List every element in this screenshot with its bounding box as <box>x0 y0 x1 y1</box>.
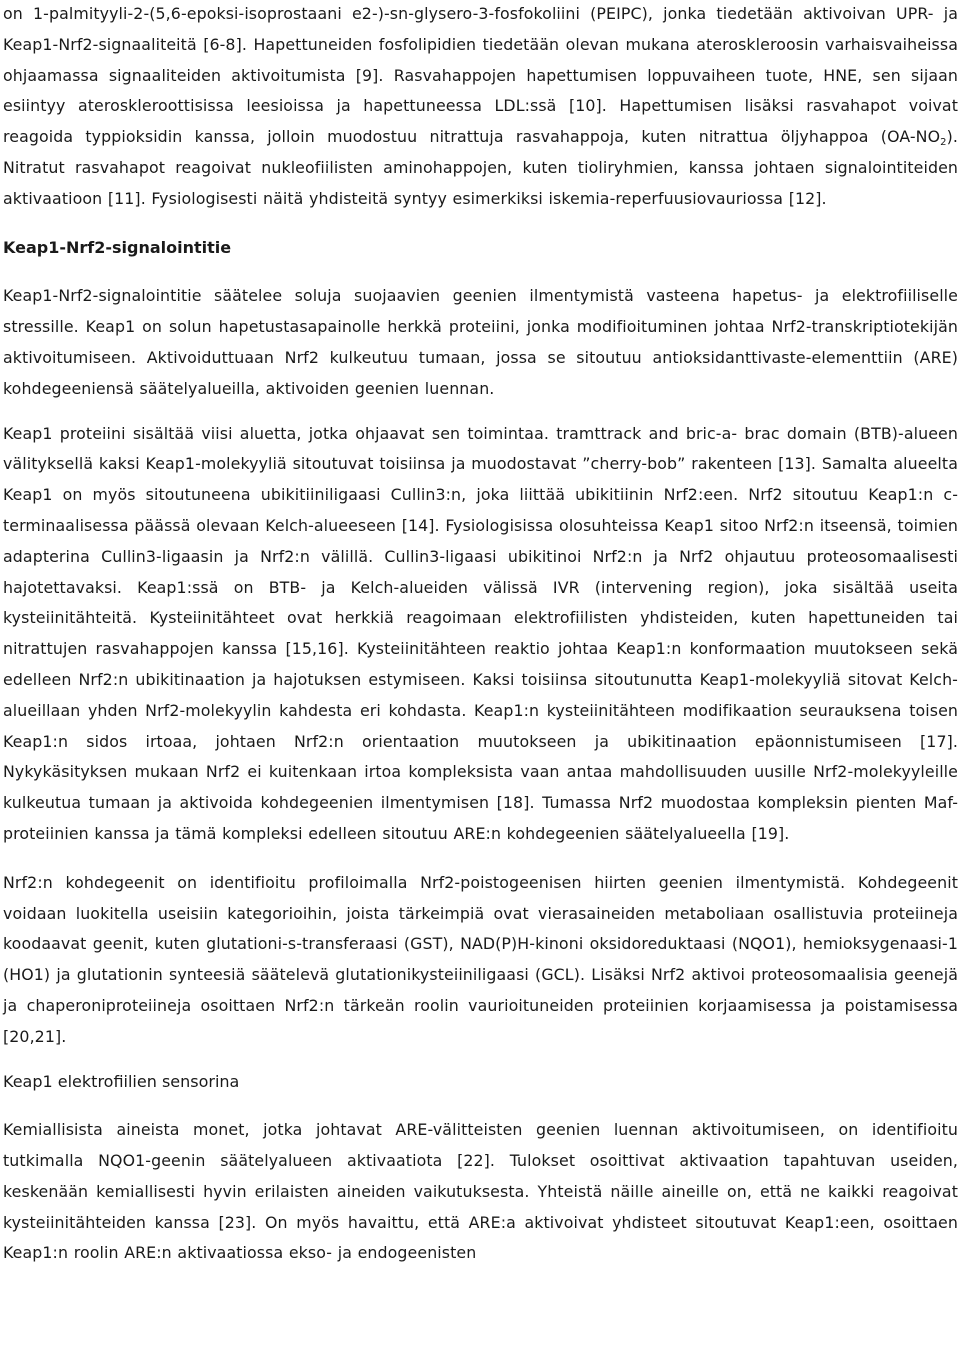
paragraph-intro-text: on 1-palmityyli-2-(5,6-epoksi-isoprostaani e2-)-sn-glysero-3-fosfokoliini (PEIPC), jonka tiedetään aktivoivan UPR- ja Keap1-Nrf2-signaaliteitä [6-8]. Hapettuneiden fosfolipidien tiedetään olevan mukana ateroskleroosin varhaisvaiheissa ohjaamassa signaaliteiden aktivoitumista [9]. Rasvahappojen hapettumisen loppuvaiheen tuote, HNE, sen sijaan esiintyy ateroskleroottisissa leesioissa ja hapettuneessa LDL:ssä [10]. Hapettumisen lisäksi rasvahapot voivat reagoida typpioksidin kanssa, jolloin muodostuu nitrattuja rasvahappoja, kuten nitrattua öljyhappoa (OA-NO <box>3 4 958 147</box>
subscript-two: 2 <box>940 137 947 149</box>
paragraph-intro <box>3 0 958 215</box>
document-page <box>3 0 958 1269</box>
paragraph-nrf2-target-genes: Nrf2:n kohdegeenit on identifioitu profiloimalla Nrf2-poistogeenisen hiirten geenien ilmentymistä. Kohdegeenit voidaan luokitella useisiin kategorioihin, joista tärkeimpiä ovat vierasaineiden metaboliaan osallistuvia proteiineja koodaavat geenit, kuten glutationi-s-transferaasi (GST), NAD(P)H-kinoni oksidoreduktaasi (NQO1), hemioksygenaasi-1 (HO1) ja glutationin synteesiä säätelevä glutationikysteiiniligaasi (GCL). Lisäksi Nrf2 aktivoi proteosomaalisia geenejä ja chaperoniproteiineja osoittaen Nrf2:n tärkeän roolin vaurioituneiden proteiinien korjaamisessa ja poistamisessa [20,21]. <box>3 872 958 1046</box>
section-heading-keap1-sensor: Keap1 elektrofiilien sensorina <box>3 1071 240 1091</box>
paragraph-intro-end: ). Nitratut rasvahapot reagoivat nukleofiilisten aminohappojen, kuten tioliryhmien, kanssa johtaen signalointiteiden aktivaatioon [11]. Fysiologisesti näitä yhdisteitä syntyy esimerkiksi iskemia-reperfuusiovauriossa [12]. <box>3 127 958 208</box>
paragraph-are-activation: Kemiallisista aineista monet, jotka johtavat ARE-välitteisten geenien luennan aktivoitumiseen, on identifioitu tutkimalla NQO1-geenin säätelyalueen aktivaatiota [22]. Tulokset osoittivat aktivaation tapahtuvan useiden, keskenään kemiallisesti hyvin erilaisten aineiden vaikutuksesta. Yhteistä näille aineille on, että ne kaikki reagoivat kysteiinitähteiden kanssa [23]. On myös havaittu, että ARE:a aktivoivat yhdisteet sitoutuvat Keap1:een, osoittaen Keap1:n roolin ARE:n aktivaatiossa ekso- ja endogeenisten <box>3 1120 958 1263</box>
section-heading-keap1-nrf2: Keap1-Nrf2-signalointitie <box>3 237 232 257</box>
paragraph-keap1-domains: Keap1 proteiini sisältää viisi aluetta, jotka ohjaavat sen toimintaa. tramttrack and bric-a- brac domain (BTB)-alueen välityksellä kaksi Keap1-molekyyliä sitoutuvat toisiinsa ja muodostavat ”cherry-bob” rakenteen [13]. Samalta alueelta Keap1 on myös sitoutuneena ubikitiiniligaasi Cullin3:n, joka liittää ubikitiinin Nrf2:een. Nrf2 sitoutuu Keap1:n c-terminaalisessa päässä olevaan Kelch-alueeseen [14]. Fysiologisissa olosuhteissa Keap1 sitoo Nrf2:n itseensä, toimien adapterina Cullin3-ligaasin ja Nrf2:n välillä. Cullin3-ligaasi ubikitinoi Nrf2:n ja Nrf2 ohjautuu proteosomaalisesti hajotettavaksi. Keap1:ssä on BTB- ja Kelch-alueiden välissä IVR (intervening region), joka sisältää useita kysteiinitähteitä. Kysteiinitähteet ovat herkkiä reagoimaan elektrofiilisten yhdisteiden, kuten hapettuneiden tai nitrattujen rasvahappojen kanssa [15,16]. Kysteiinitähteen reaktio johtaa Keap1:n konformaation muutokseen sekä edelleen Nrf2:n ubikitinaation ja hajotuksen estymiseen. Kaksi toisiinsa sitoutunutta Keap1-molekyyliä sitovat Kelch-alueillaan yhden Nrf2-molekyylin kahdesta eri kohdasta. Keap1:n kysteiinitähteen modifikaation seurauksena toisen Keap1:n sidos irtoaa, johtaen Nrf2:n orientaation muutokseen ja ubikitinaation epäonnistumiseen [17]. Nykykäsityksen mukaan Nrf2 ei kuitenkaan irtoa kompleksista vaan antaa mahdollisuuden uusille Nrf2-molekyyleille kulkeutua tumaan ja aktivoida kohdegeenien ilmentymisen [18]. Tumassa Nrf2 muodostaa kompleksin pienten Maf-proteiinien kanssa ja tämä kompleksi edelleen sitoutuu ARE:n kohdegeenien säätelyalueella [19]. <box>3 423 958 843</box>
paragraph-keap1-nrf2-pathway: Keap1-Nrf2-signalointitie säätelee soluja suojaavien geenien ilmentymistä vasteena hapetus- ja elektrofiiliselle stressille. Keap1 on solun hapetustasapainolle herkkä proteiini, jonka modifioituminen johtaa Nrf2-transkriptiotekijän aktivoitumiseen. Aktivoiduttuaan Nrf2 kulkeutuu tumaan, jossa se sitoutuu antioksidanttivaste-elementtiin (ARE) kohdegeeniensä säätelyalueilla, aktivoiden geenien luennan. <box>3 286 958 398</box>
